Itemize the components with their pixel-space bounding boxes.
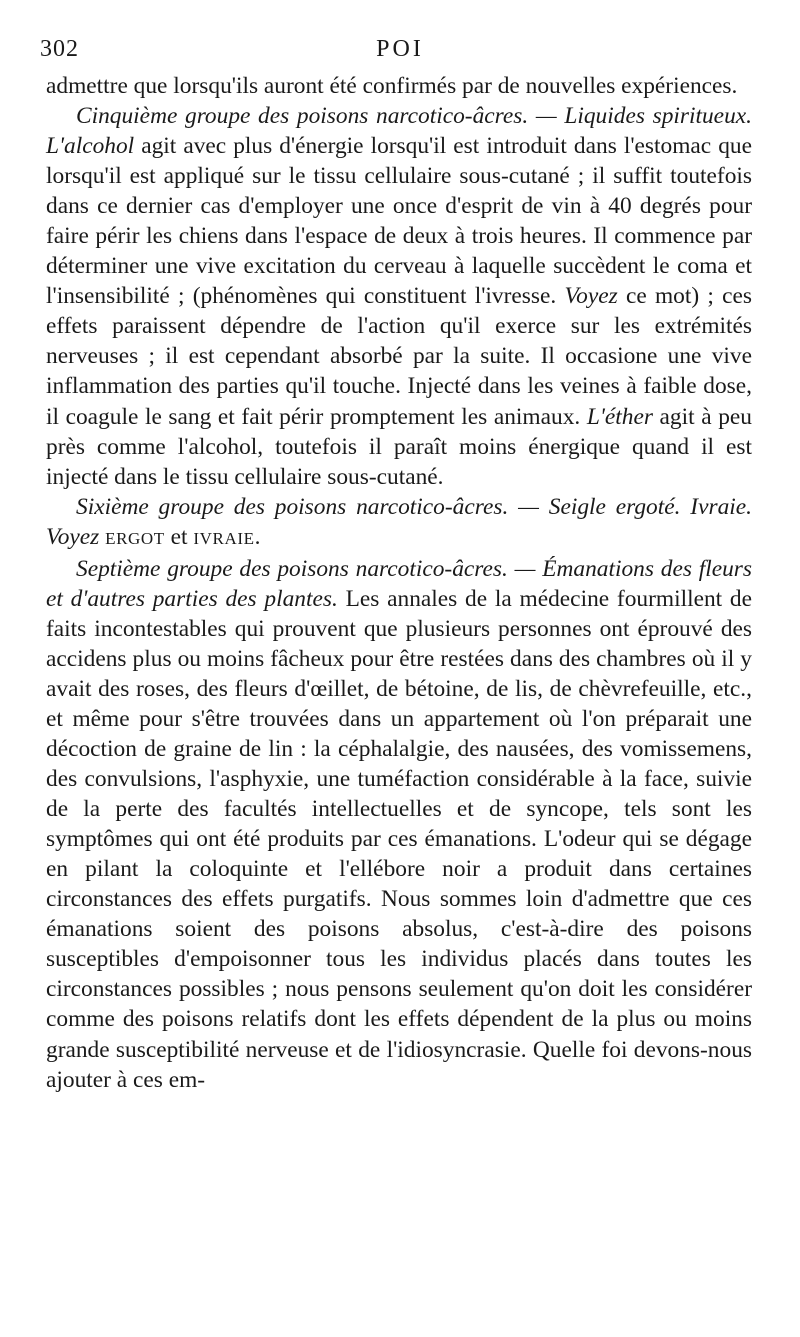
- text-run: .: [254, 523, 261, 550]
- paragraph: [46, 554, 752, 1095]
- body-text: [46, 71, 752, 1095]
- italic-text: Septième groupe des poisons narcotico-âcres. — Émanations des fleurs et d'autres parties des plantes.: [46, 555, 752, 612]
- text-run: ce mot) ; ces effets paraissent dépendre de l'action qu'il exerce sur les extrémités nerveuses ; il est cependant absorbé par la suite. Il occasione une vive inflammation des parties qu'il touche. Injecté dans les veines à faible dose, il coagule le sang et fait périr promptement les animaux.: [46, 283, 752, 430]
- paragraph: [46, 71, 752, 101]
- page-number: 302: [40, 36, 79, 62]
- cross-reference: IVRAIE: [193, 528, 255, 548]
- paragraph: [46, 101, 752, 492]
- page-header: [40, 36, 760, 70]
- italic-text: L'éther: [586, 403, 653, 430]
- paragraph: [46, 492, 752, 554]
- italic-text: L'alcohol: [46, 133, 135, 160]
- running-head: POI: [376, 36, 424, 62]
- italic-text: Sixième groupe des poisons narcotico-âcres. — Seigle ergoté. Ivraie. Voyez: [46, 493, 752, 550]
- text-run: agit avec plus d'énergie lorsqu'il est introduit dans l'estomac que lorsqu'il est appliqué sur le tissu cellulaire sous-cutané ; il suffit toutefois dans ce dernier cas d'employer une once d'esprit de vin à 40 degrés pour faire périr les chiens dans l'espace de deux à trois heures. Il commence par déterminer une vive excitation du cerveau à laquelle succèdent le coma et l'insensibilité ; (phénomènes qui constituent l'ivresse.: [46, 133, 752, 310]
- text-run: Les annales de la médecine fourmillent de faits incontestables qui prouvent que plusieurs personnes ont éprouvé des accidens plus ou moins fâcheux pour être restées dans des chambres où il y avait des roses, des fleurs d'œillet, de bétoine, de lis, de chèvrefeuille, etc., et même pour s'être trouvées dans un appartement où l'on préparait une décoction de graine de lin : la céphalalgie, des nausées, des vomissemens, des convulsions, l'asphyxie, une tuméfaction considérable à la face, suivie de la perte des facultés intellectuelles et de syncope, tels sont les symptômes qui ont été produits par ces émanations. L'odeur qui se dégage en pilant la coloquinte et l'ellébore noir a produit dans certaines circonstances des effets purgatifs. Nous sommes loin d'admettre que ces émanations soient des poisons absolus, c'est-à-dire des poisons susceptibles d'empoisonner tous les individus placés dans toutes les circonstances possibles ; nous pensons seulement qu'on doit les considérer comme des poisons relatifs dont les effets dépendent de la plus ou moins grande susceptibilité nerveuse et de l'idiosyncrasie. Quelle foi devons-nous ajouter à ces em-: [46, 585, 752, 1093]
- cross-reference: ERGOT: [105, 528, 165, 548]
- text-run: et: [164, 523, 194, 550]
- italic-text: Voyez: [564, 283, 618, 310]
- text-run: admettre que lorsqu'ils auront été confirmés par de nouvelles expériences.: [46, 73, 738, 99]
- italic-text: Cinquième groupe des poisons narcotico-âcres. — Liquides spiritueux.: [76, 103, 752, 130]
- text-run: agit à peu près comme l'alcohol, toutefois il paraît moins énergique quand il est injecté dans le tissu cellulaire sous-cutané.: [46, 403, 752, 490]
